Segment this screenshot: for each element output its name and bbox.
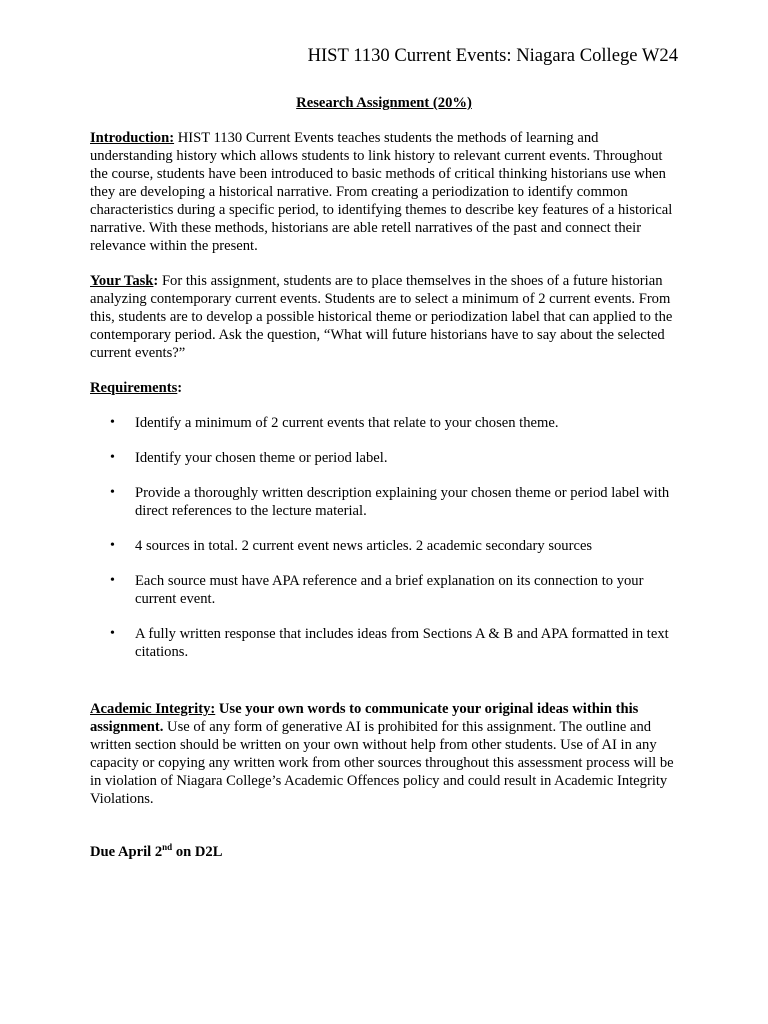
due-date-prefix: Due April 2 — [90, 844, 163, 860]
task-section — [90, 272, 680, 362]
task-paragraph — [90, 272, 680, 362]
page-header: HIST 1130 Current Events: Niagara College W24 — [307, 45, 678, 66]
list-item — [90, 572, 680, 608]
document-title: Research Assignment (20%) — [296, 95, 472, 111]
requirements-list — [90, 414, 680, 678]
introduction-section — [90, 129, 680, 255]
task-text: For this assignment, students are to place themselves in the shoes of a future historian analyzing contemporary current events. Students are to select a minimum of 2 current events. From this, students are to develop a possible historical theme or periodization label that can applied to the contemporary period. Ask the question, “What will future historians have to say about the selected current events?” — [90, 273, 673, 361]
academic-integrity-section — [90, 700, 680, 808]
due-date-line — [90, 843, 680, 861]
due-date-ordinal: nd — [162, 842, 173, 853]
requirements-heading — [90, 379, 680, 397]
list-item-text: Identify your chosen theme or period label. — [135, 450, 388, 466]
list-item-text: Identify a minimum of 2 current events that relate to your chosen theme. — [135, 415, 559, 431]
task-label-colon: : — [153, 273, 159, 289]
requirements-heading-line — [90, 379, 680, 397]
bullet-icon: • — [110, 415, 115, 430]
list-item-text: A fully written response that includes ideas from Sections A & B and APA formatted in text citations. — [135, 626, 669, 660]
introduction-paragraph — [90, 129, 680, 255]
bullet-icon: • — [110, 626, 115, 641]
list-item — [90, 625, 680, 661]
list-item — [90, 414, 680, 432]
list-item — [90, 449, 680, 467]
task-label: Your Task — [90, 273, 154, 289]
bullet-icon: • — [110, 538, 115, 553]
requirements-label: Requirements — [90, 380, 178, 396]
academic-integrity-text: Use of any form of generative AI is prohibited for this assignment. The outline and written section should be written on your own without help from other students. Use of AI in any capacity or copying any written work from other sources throughout this assessment process will be in violation of Niagara College’s Academic Offences policy and could result in Academic Integrity Violations. — [90, 719, 674, 807]
list-item — [90, 537, 680, 555]
bullet-icon: • — [110, 450, 115, 465]
academic-integrity-label: Academic Integrity: — [90, 701, 216, 717]
introduction-text: HIST 1130 Current Events teaches students the methods of learning and understanding history which allows students to link history to relevant current events. Throughout the course, students have been introduced to basic methods of critical thinking historians use when they are developing a historical narrative. From creating a periodization to identify common characteristics during a specific period, to identifying themes to describe key features of a historical narrative. With these methods, historians are able retell narratives of the past and connect their relevance within the present. — [90, 130, 673, 254]
academic-integrity-bold-text: Use your own words to communicate your original ideas within this assignment. — [90, 701, 639, 735]
list-item — [90, 484, 680, 520]
requirements-label-colon: : — [177, 380, 183, 396]
due-date-suffix: on D2L — [172, 844, 223, 860]
bullet-icon: • — [110, 573, 115, 588]
list-item-text: Provide a thoroughly written description explaining your chosen theme or period label with direct references to the lecture material. — [135, 485, 670, 519]
list-item-text: Each source must have APA reference and a brief explanation on its connection to your current event. — [135, 573, 644, 607]
introduction-label: Introduction: — [90, 130, 175, 146]
list-item-text: 4 sources in total. 2 current event news articles. 2 academic secondary sources — [135, 538, 593, 554]
academic-integrity-paragraph — [90, 700, 680, 808]
bullet-icon: • — [110, 485, 115, 500]
